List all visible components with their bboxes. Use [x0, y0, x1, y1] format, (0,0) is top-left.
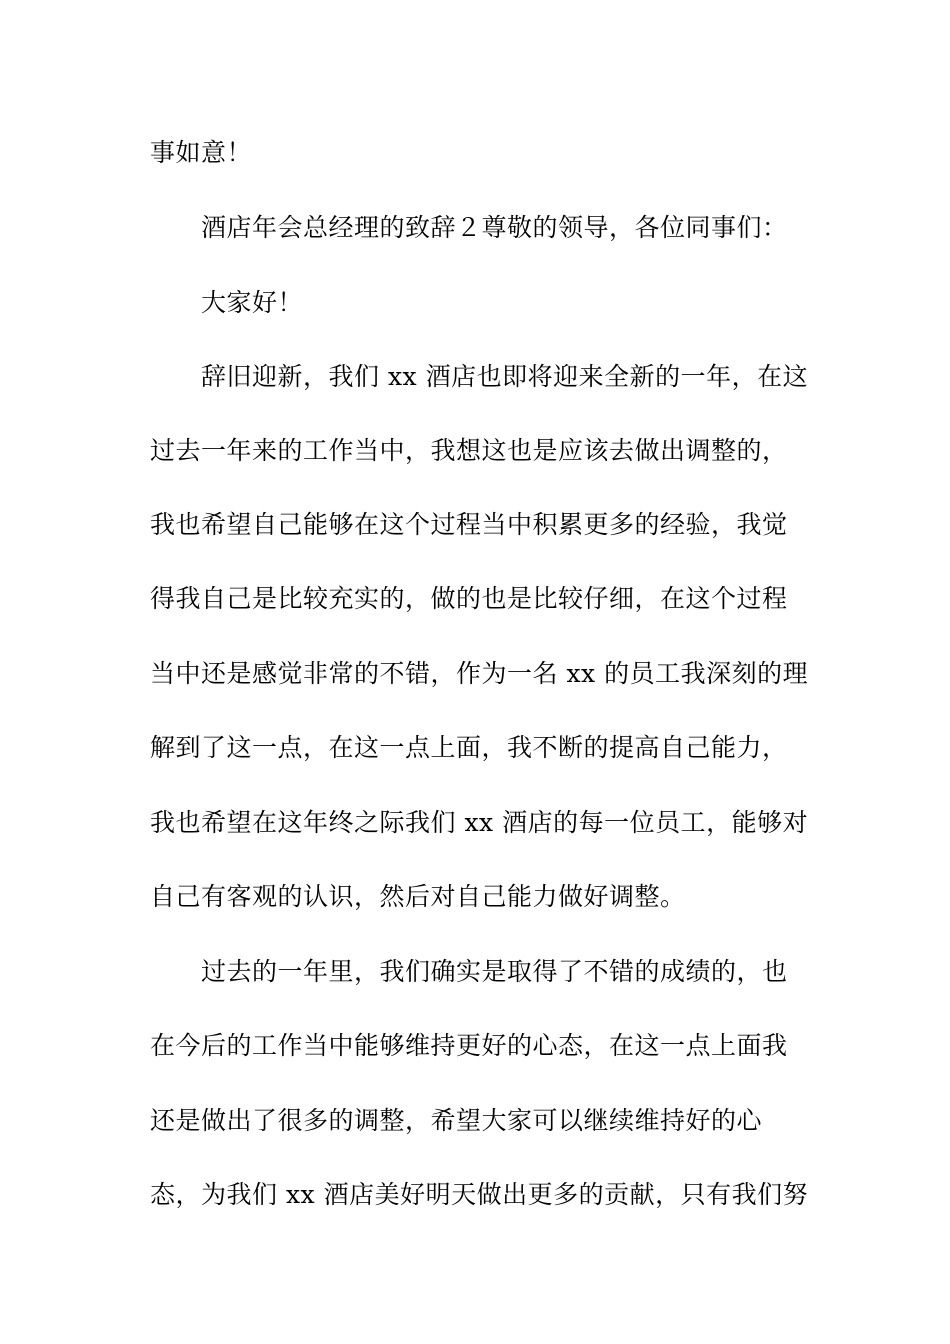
text-line: 得我自己是比较充实的，做的也是比较仔细，在这个过程	[150, 584, 788, 613]
text-line: 还是做出了很多的调整，希望大家可以继续维持好的心	[150, 1106, 763, 1135]
text-line: 我也希望在这年终之际我们 xx 酒店的每一位员工，能够对	[150, 808, 809, 837]
text-line: 当中还是感觉非常的不错，作为一名 xx 的员工我深刻的理	[150, 659, 809, 688]
text-line: 我也希望自己能够在这个过程当中积累更多的经验，我觉	[150, 510, 788, 539]
text-line: 在今后的工作当中能够维持更好的心态，在这一点上面我	[150, 1031, 788, 1060]
text-line: 解到了这一点，在这一点上面，我不断的提高自己能力，	[150, 733, 788, 762]
text-line: 大家好！	[201, 288, 304, 317]
text-line: 辞旧迎新，我们 xx 酒店也即将迎来全新的一年，在这	[201, 362, 809, 391]
text-line: 事如意！	[150, 138, 253, 167]
text-line: 态，为我们 xx 酒店美好明天做出更多的贡献，只有我们努	[150, 1180, 809, 1209]
text-line: 自己有客观的认识，然后对自己能力做好调整。	[150, 882, 686, 911]
text-line: 酒店年会总经理的致辞２尊敬的领导，各位同事们：	[201, 213, 788, 242]
text-line: 过去的一年里，我们确实是取得了不错的成绩的，也	[201, 957, 788, 986]
text-line: 过去一年来的工作当中，我想这也是应该去做出调整的，	[150, 436, 788, 465]
